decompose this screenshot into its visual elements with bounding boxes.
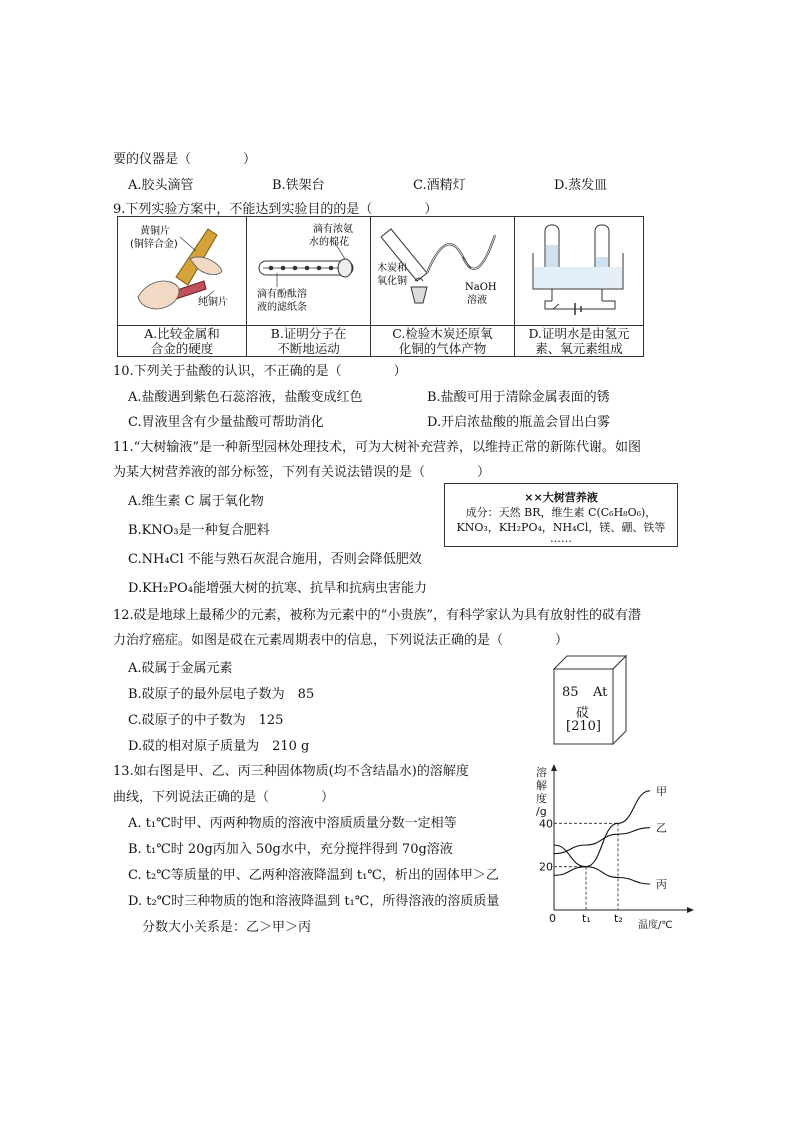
- element-mass: [210]: [566, 719, 601, 734]
- q10-stem: 10.下列关于盐酸的认识，不正确的是（ ）: [113, 364, 407, 379]
- solubility-chart: [530, 760, 700, 940]
- fig-a-label-2: (铜锌合金): [130, 239, 178, 250]
- curve-jia: [554, 791, 650, 876]
- q9-caption-c: C.检验木炭还原氧 化铜的气体产物: [371, 326, 515, 357]
- q8-option-c: C.酒精灯: [413, 178, 466, 193]
- q13-stem-line2: 曲线，下列说法正确的是（ ）: [113, 790, 335, 805]
- q10-option-d: D.开启浓盐酸的瓶盖会冒出白雾: [427, 415, 611, 430]
- element-symbol: At: [593, 685, 608, 700]
- brass-scratch-illustration: [118, 217, 246, 321]
- ylabel-char-1: 溶: [536, 766, 547, 779]
- y-axis-arrow: [551, 764, 557, 771]
- fig-b-label-4: 液的滤纸条: [257, 302, 307, 313]
- x-tick-t2: t₂: [614, 912, 623, 925]
- q12-stem-line1: 12.砹是地球上最稀少的元素，被称为元素中的“小贵族”，有科学家认为具有放射性的砹有潜: [113, 608, 641, 623]
- q10-option-b: B.盐酸可用于清除金属表面的锈: [427, 390, 610, 405]
- fig-a-label-1: 黄铜片: [140, 226, 170, 237]
- q12-stem-line2: 力治疗癌症。如图是砹在元素周期表中的信息，下列说法正确的是（ ）: [113, 633, 569, 648]
- q13-stem-line1: 13.如右图是甲、乙、丙三种固体物质(均不含结晶水)的溶解度: [113, 764, 469, 779]
- q9-figure-b: [247, 217, 371, 326]
- x-tick-t1: t₁: [582, 912, 591, 925]
- fig-b-label-3: 滴有酚酞溶: [257, 289, 307, 300]
- y-tick-40: 40: [539, 817, 553, 831]
- q13-option-d: D. t₂℃时三种物质的饱和溶液降温到 t₁℃，所得溶液的溶质质量: [128, 894, 500, 909]
- fig-b-label-2: 水的棉花: [309, 237, 349, 248]
- q8-option-a: A.胶头滴管: [128, 178, 194, 193]
- element-tile-astatine: [553, 655, 627, 745]
- q10-option-c: C.胃液里含有少量盐酸可帮助消化: [128, 415, 324, 430]
- q9-caption-a: A.比较金属和 合金的硬度: [118, 326, 247, 357]
- q13-option-c: C. t₂℃等质量的甲、乙两种溶液降温到 t₁℃，析出的固体甲＞乙: [128, 868, 499, 883]
- q11-option-d: D.KH₂PO₄能增强大树的抗寒、抗旱和抗病虫害能力: [128, 581, 427, 596]
- ylabel-char-3: 度: [536, 792, 547, 805]
- q12-option-a: A.砹属于金属元素: [128, 661, 233, 676]
- fig-b-label-1: 滴有浓氨: [313, 224, 353, 235]
- q12-option-b: B.砹原子的最外层电子数为 85: [128, 687, 315, 702]
- fig-c-label-1: 木炭和: [377, 263, 407, 274]
- q9-caption-b: B.证明分子在 不断地运动: [247, 326, 371, 357]
- q8-option-d: D.蒸发皿: [554, 178, 608, 193]
- q9-caption-d: D.证明水是由氢元 素、氧元素组成: [515, 326, 644, 357]
- q8-option-b: B.铁架台: [272, 178, 325, 193]
- element-name: 砹: [576, 706, 590, 721]
- q12-option-d: D.砹的相对原子质量为 210 g: [128, 739, 310, 754]
- q9-figure-d: [515, 217, 644, 326]
- q11-option-a: A.维生素 C 属于氧化物: [128, 494, 264, 509]
- ylabel-char-2: 解: [536, 779, 547, 792]
- carbon-reduction-illustration: [371, 217, 514, 321]
- q13-option-d-continued: 分数大小关系是：乙＞甲＞丙: [142, 920, 312, 935]
- q9-stem: 9.下列实验方案中，不能达到实验目的的是（ ）: [113, 202, 438, 217]
- fig-c-label-3: NaOH: [465, 282, 497, 293]
- q9-experiment-table: [117, 216, 644, 357]
- fig-c-label-4: 溶液: [467, 295, 487, 306]
- y-tick-20: 20: [539, 860, 553, 874]
- curve-yi: [554, 828, 650, 854]
- q9-figure-a: [118, 217, 247, 326]
- series-label-yi: 乙: [656, 821, 667, 835]
- q12-option-c: C.砹原子的中子数为 125: [128, 713, 284, 728]
- origin-label: 0: [549, 912, 556, 925]
- ylabel-char-4: /g: [536, 805, 547, 818]
- q11-stem-line1: 11.“大树输液”是一种新型园林处理技术，可为大树补充营养，以维持正常的新陈代谢。如图: [113, 440, 641, 455]
- curve-bing: [554, 845, 650, 884]
- q13-option-a: A. t₁℃时甲、丙两种物质的溶液中溶质质量分数一定相等: [128, 816, 457, 831]
- nutrient-label-box: [444, 483, 678, 547]
- nutrient-label-line1: 成分：天然 BR，维生素 C(C₆H₈O₆)，: [465, 506, 657, 519]
- q11-option-c: C.NH₄Cl 不能与熟石灰混合施用，否则会降低肥效: [128, 552, 422, 567]
- fig-c-label-2: 氧化铜: [377, 276, 407, 287]
- water-electrolysis-illustration: [515, 217, 643, 321]
- nutrient-label-title: ××大树营养液: [524, 491, 598, 504]
- q11-stem-line2: 为某大树营养液的部分标签，下列有关说法错误的是（ ）: [113, 465, 491, 480]
- x-axis-label: 温度/℃: [638, 920, 673, 931]
- q13-option-b: B. t₁℃时 20g丙加入 50g水中，充分搅拌得到 70g溶液: [128, 842, 453, 857]
- fig-a-label-3: 纯铜片: [198, 297, 228, 308]
- x-axis-arrow: [687, 907, 694, 913]
- series-label-bing: 丙: [656, 878, 667, 891]
- series-label-jia: 甲: [656, 784, 667, 798]
- q10-option-a: A.盐酸遇到紫色石蕊溶液，盐酸变成红色: [128, 390, 363, 405]
- q11-option-b: B.KNO₃是一种复合肥料: [128, 523, 270, 538]
- element-number: 85: [562, 685, 579, 700]
- q9-figure-c: [371, 217, 515, 326]
- molecule-motion-illustration: [247, 217, 370, 321]
- q8-stem: 要的仪器是（ ）: [113, 152, 257, 167]
- nutrient-label-line3: ……: [550, 532, 572, 545]
- nutrient-label-line2: KNO₃，KH₂PO₄，NH₄Cl，镁、硼、铁等: [456, 521, 666, 534]
